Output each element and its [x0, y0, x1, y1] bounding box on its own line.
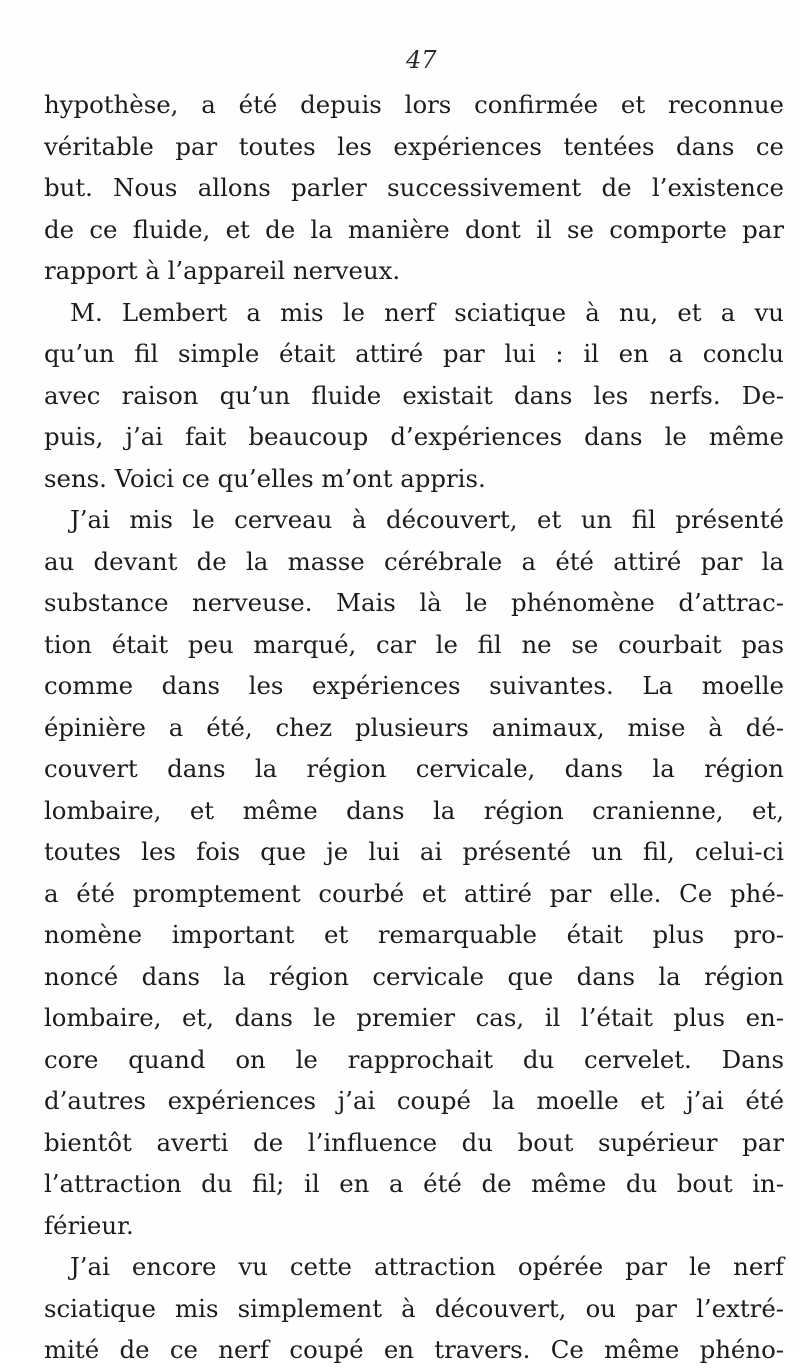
text-line: toutes les fois que je lui ai présenté un fil, celui-ci [44, 837, 784, 866]
text-line: férieur. [44, 1210, 134, 1240]
text-line: sens. Voici ce qu’elles m’ont appris. [44, 463, 486, 493]
text-line: comme dans les expériences suivantes. La moelle [44, 671, 784, 700]
page-number: 47 [406, 46, 437, 74]
text-line: noncé dans la région cervicale que dans la région [44, 961, 784, 991]
text-line: core quand on le rapprochait du cervelet. Dans [44, 1044, 784, 1074]
text-line: couvert dans la région cervicale, dans la région [44, 754, 784, 783]
text-line: puis, j’ai fait beaucoup d’expériences dans le même [44, 422, 784, 451]
text-line: tion était peu marqué, car le fil ne se courbait pas [44, 629, 784, 659]
text-line: mité de ce nerf coupé en travers. Ce même phéno- [44, 1335, 784, 1364]
text-line: nomène important et remarquable était plus pro- [44, 920, 784, 949]
text-line: véritable par toutes les expériences tentées dans ce [44, 131, 784, 161]
text-line: épinière a été, chez plusieurs animaux, mise à dé- [44, 712, 784, 742]
text-line: au devant de la masse cérébrale a été attiré par la [44, 546, 784, 576]
text-line: a été promptement courbé et attiré par elle. Ce phé- [44, 878, 784, 908]
text-line: lombaire, et, dans le premier cas, il l’était plus en- [44, 1003, 784, 1032]
text-line: d’autres expériences j’ai coupé la moelle et j’ai été [44, 1086, 784, 1115]
text-line: J’ai encore vu cette attraction opérée par le nerf [70, 1252, 784, 1281]
text-line: but. Nous allons parler successivement de l’existence [44, 173, 784, 202]
text-line: J’ai mis le cerveau à découvert, et un fil présenté [70, 505, 784, 534]
text-line: M. Lembert a mis le nerf sciatique à nu, et a vu [70, 297, 784, 327]
text-line: bientôt averti de l’influence du bout supérieur par [44, 1127, 784, 1157]
text-line: l’attraction du fil; il en a été de même du bout in- [44, 1169, 784, 1198]
text-line: sciatique mis simplement à découvert, ou par l’extré- [44, 1293, 784, 1323]
text-line: hypothèse, a été depuis lors confirmée et reconnue [44, 90, 784, 119]
body-text [44, 84, 784, 1371]
text-line: substance nerveuse. Mais là le phénomène d’attrac- [44, 588, 784, 617]
text-line: avec raison qu’un fluide existait dans les nerfs. De- [44, 380, 784, 410]
text-line: lombaire, et même dans la région cranienne, et, [44, 795, 784, 825]
text-line: qu’un fil simple était attiré par lui : il en a conclu [44, 339, 784, 368]
text-line: rapport à l’appareil nerveux. [44, 256, 401, 285]
text-line: de ce fluide, et de la manière dont il se comporte par [44, 214, 784, 244]
